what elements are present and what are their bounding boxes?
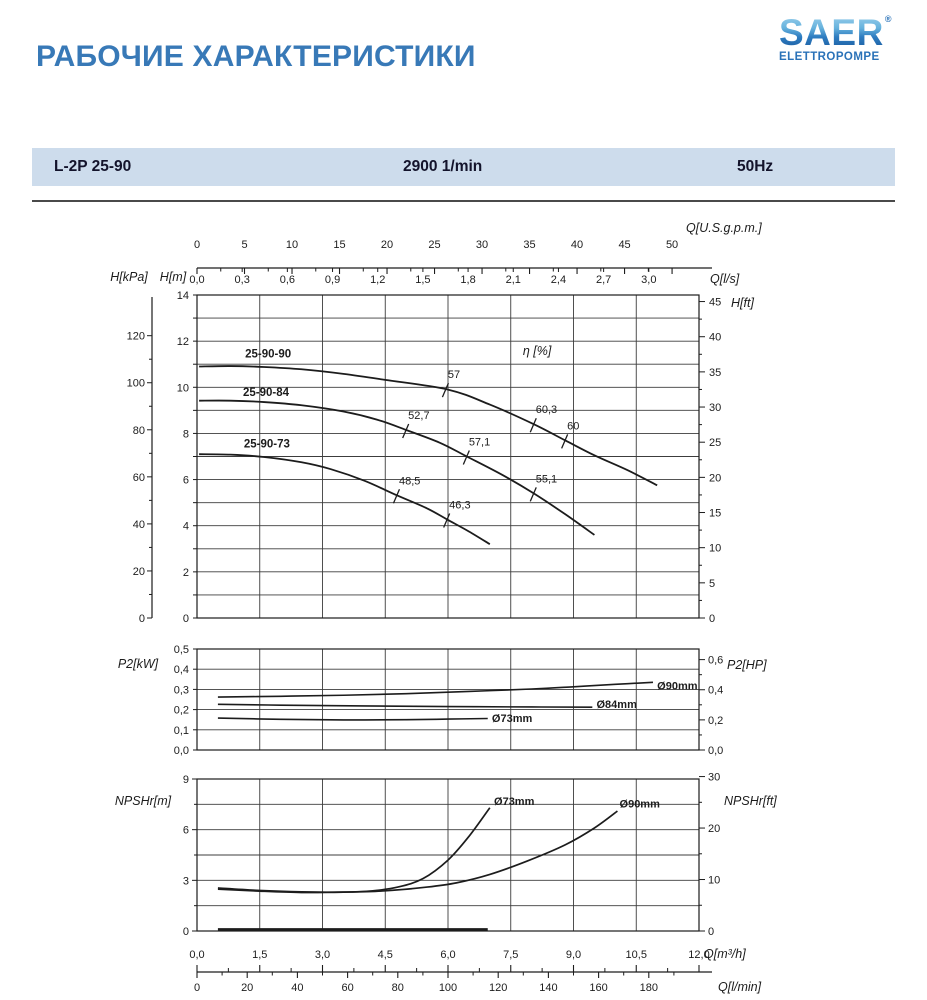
svg-text:45: 45 (618, 239, 631, 251)
svg-text:2,4: 2,4 (550, 274, 567, 286)
svg-text:15: 15 (709, 507, 722, 520)
svg-text:Ø90mm: Ø90mm (619, 798, 660, 811)
svg-text:H[ft]: H[ft] (731, 296, 754, 310)
svg-text:1,5: 1,5 (252, 949, 268, 961)
svg-text:6: 6 (182, 474, 189, 487)
svg-text:Q[U.S.g.p.m.]: Q[U.S.g.p.m.] (686, 221, 762, 235)
svg-text:40: 40 (132, 518, 145, 531)
svg-text:14: 14 (176, 290, 189, 302)
svg-text:57,1: 57,1 (468, 436, 491, 449)
svg-text:0: 0 (182, 613, 189, 625)
svg-text:15: 15 (333, 239, 346, 251)
svg-text:5: 5 (709, 577, 716, 590)
svg-text:0,4: 0,4 (708, 684, 724, 697)
svg-text:1,2: 1,2 (370, 274, 386, 286)
svg-text:20: 20 (241, 982, 254, 994)
svg-text:30: 30 (475, 239, 489, 251)
svg-text:0: 0 (708, 926, 715, 938)
svg-text:46,3: 46,3 (449, 499, 471, 512)
p2-chart (118, 644, 767, 757)
svg-text:9: 9 (182, 774, 189, 786)
svg-text:1,5: 1,5 (415, 274, 431, 286)
svg-text:35: 35 (523, 239, 536, 251)
svg-text:NPSHr[m]: NPSHr[m] (114, 794, 172, 808)
svg-text:Q[m³/h]: Q[m³/h] (704, 947, 746, 961)
svg-text:60: 60 (567, 420, 580, 433)
svg-text:25-90-84: 25-90-84 (243, 387, 290, 400)
hq-chart (110, 270, 754, 625)
svg-text:2: 2 (182, 566, 189, 579)
svg-text:45: 45 (709, 296, 722, 309)
svg-text:60: 60 (132, 471, 145, 484)
svg-text:H[m]: H[m] (159, 270, 187, 284)
svg-text:40: 40 (291, 982, 304, 994)
svg-text:0,3: 0,3 (173, 684, 189, 697)
logo-subtitle: ELETTROPOMPE (779, 51, 880, 63)
svg-text:60: 60 (341, 982, 354, 994)
svg-text:35: 35 (709, 366, 722, 379)
svg-text:NPSHr[ft]: NPSHr[ft] (724, 794, 777, 808)
svg-text:P2[kW]: P2[kW] (117, 657, 159, 671)
svg-text:0,1: 0,1 (173, 724, 189, 737)
svg-text:Ø84mm: Ø84mm (596, 699, 637, 712)
svg-text:H[kPa]: H[kPa] (110, 270, 148, 284)
svg-text:20: 20 (132, 565, 145, 578)
svg-text:0,0: 0,0 (708, 745, 724, 757)
pump-speed: 2900 1/min (403, 158, 483, 175)
svg-text:6: 6 (182, 824, 189, 837)
svg-text:0,5: 0,5 (173, 644, 189, 656)
svg-text:10: 10 (285, 239, 299, 251)
svg-text:0,2: 0,2 (173, 704, 189, 717)
curve-25-90-90 (199, 366, 657, 488)
svg-text:Ø73mm: Ø73mm (494, 796, 535, 809)
svg-text:3: 3 (182, 875, 189, 888)
svg-text:0,4: 0,4 (173, 664, 189, 677)
svg-text:0,3: 0,3 (234, 274, 250, 286)
svg-text:100: 100 (438, 982, 458, 994)
svg-text:0,6: 0,6 (708, 654, 724, 667)
svg-text:10: 10 (708, 874, 721, 887)
svg-text:0,0: 0,0 (189, 274, 205, 286)
svg-text:25: 25 (709, 437, 722, 450)
pump-frequency: 50Hz (737, 158, 774, 175)
svg-text:10: 10 (176, 382, 189, 395)
logo-brand-text: SAER (779, 12, 884, 53)
svg-text:160: 160 (589, 982, 608, 994)
svg-text:40: 40 (570, 239, 584, 251)
svg-text:0: 0 (138, 613, 145, 625)
svg-text:P2[HP]: P2[HP] (727, 658, 767, 672)
top-q-axis (189, 221, 762, 286)
svg-text:9,0: 9,0 (565, 949, 582, 961)
svg-text:12,0: 12,0 (688, 949, 710, 961)
svg-text:30: 30 (708, 771, 721, 784)
svg-text:180: 180 (639, 982, 658, 994)
svg-text:0,2: 0,2 (708, 714, 724, 727)
svg-text:55,1: 55,1 (535, 473, 558, 486)
bottom-q-axis (189, 947, 761, 994)
svg-text:20: 20 (708, 823, 721, 836)
svg-text:4,5: 4,5 (377, 949, 393, 961)
svg-text:140: 140 (539, 982, 558, 994)
svg-text:80: 80 (132, 424, 145, 437)
svg-text:50: 50 (665, 239, 679, 251)
svg-text:2,7: 2,7 (595, 274, 612, 286)
svg-text:10,5: 10,5 (625, 949, 647, 961)
svg-text:0,0: 0,0 (189, 949, 205, 961)
svg-text:0: 0 (193, 239, 201, 251)
svg-text:0: 0 (182, 926, 189, 938)
svg-text:η [%]: η [%] (522, 343, 552, 358)
svg-text:10: 10 (709, 542, 722, 555)
p2-curve-Ø73mm (218, 718, 488, 720)
page-title: РАБОЧИЕ ХАРАКТЕРИСТИКИ (36, 40, 476, 73)
svg-text:Q[l/s]: Q[l/s] (710, 272, 740, 286)
p2-curve-Ø84mm (218, 704, 592, 707)
svg-text:30: 30 (709, 402, 722, 415)
svg-text:100: 100 (126, 377, 145, 390)
svg-text:20: 20 (380, 239, 394, 251)
svg-text:20: 20 (709, 472, 722, 485)
svg-text:0: 0 (709, 613, 716, 625)
svg-text:Q[l/min]: Q[l/min] (718, 980, 762, 994)
svg-text:12: 12 (176, 336, 189, 349)
svg-text:52,7: 52,7 (408, 409, 430, 422)
svg-text:Ø73mm: Ø73mm (491, 713, 533, 726)
svg-text:0: 0 (193, 982, 201, 994)
svg-text:6,0: 6,0 (440, 949, 456, 961)
svg-text:57: 57 (447, 369, 461, 382)
npsh-curve-Ø73mm (218, 808, 490, 893)
svg-text:48,5: 48,5 (398, 475, 421, 488)
svg-text:60,3: 60,3 (535, 404, 558, 417)
svg-text:40: 40 (709, 331, 722, 344)
curve-25-90-73 (199, 454, 490, 544)
svg-text:25: 25 (428, 239, 441, 251)
svg-text:3,0: 3,0 (641, 274, 657, 286)
npsh-chart (115, 772, 777, 938)
svg-text:4: 4 (182, 520, 189, 533)
svg-text:120: 120 (126, 330, 145, 343)
pump-model: L-2P 25-90 (54, 158, 132, 175)
svg-text:2,1: 2,1 (505, 274, 521, 286)
svg-text:7,5: 7,5 (503, 949, 519, 961)
svg-text:0,0: 0,0 (173, 745, 189, 757)
svg-text:3,0: 3,0 (314, 949, 331, 961)
svg-text:1,8: 1,8 (460, 274, 476, 286)
svg-text:Ø90mm: Ø90mm (657, 680, 698, 693)
svg-text:8: 8 (182, 428, 189, 441)
svg-text:120: 120 (489, 982, 508, 994)
svg-text:25-90-90: 25-90-90 (245, 348, 292, 361)
svg-text:0,6: 0,6 (279, 274, 296, 286)
registered-mark-icon: ® (884, 14, 892, 24)
svg-text:0,9: 0,9 (324, 274, 341, 286)
svg-text:25-90-73: 25-90-73 (243, 438, 290, 451)
svg-text:5: 5 (241, 239, 248, 251)
svg-text:80: 80 (391, 982, 404, 994)
